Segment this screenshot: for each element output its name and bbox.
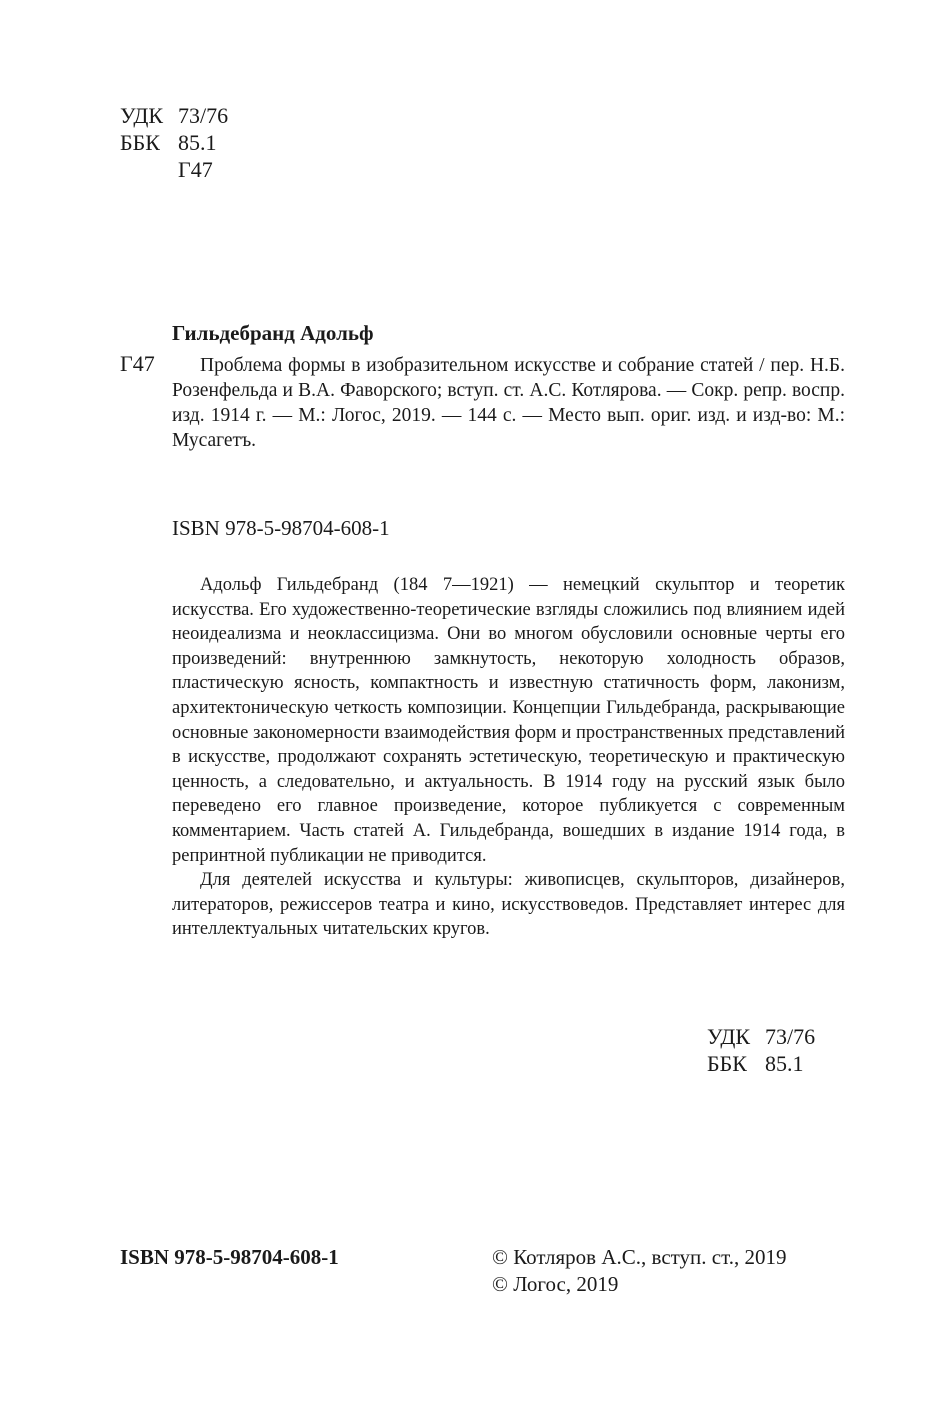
copyright-publisher: © Логос, 2019: [492, 1272, 619, 1296]
top-udk: [120, 102, 228, 129]
bottom-codes: [707, 1023, 815, 1077]
entry-isbn: ISBN 978-5-98704-608-1: [172, 516, 390, 540]
top-bbk: [120, 129, 228, 156]
bottom-bbk: [707, 1050, 815, 1077]
bottom-bbk-label: ББК: [707, 1051, 747, 1076]
footer-isbn: ISBN 978-5-98704-608-1: [120, 1245, 339, 1269]
copyright-author: © Котляров А.С., вступ. ст., 2019: [492, 1245, 787, 1269]
annotation-paragraph-1: Адольф Гильдебранд (184 7—1921) — немецкий скульптор и теоретик искусства. Его художественно-теоретические взгляды сложились под влиянием идей неоидеализма и неоклассицизма. Они во многом обусловили основные черты его произведений: внутреннюю замкнутость, некоторую холодность образов, пластическую ясность, компактность и известную статичность форм, лаконизм, архитектоническую четкость композиции. Концепции Гильдебранда, раскрывающие основные закономерности взаимодействия форм и пространственных представлений в искусстве, продолжают сохранять эстетическую, теоретическую и практическую ценность, а следовательно, и актуальность. В 1914 году на русский язык было переведено его главное произведение, которое публикуется с современным комментарием. Часть статей А. Гильдебранда, вошедших в издание 1914 года, в репринтной публикации не приводится.: [172, 575, 845, 866]
entry-mark: Г47: [120, 351, 155, 376]
top-udk-label: УДК: [120, 103, 164, 128]
entry-author: Гильдебранд Адольф: [172, 321, 374, 345]
top-udk-value: 73/76: [178, 103, 229, 128]
bottom-udk-value: 73/76: [765, 1024, 816, 1049]
top-bbk-label: ББК: [120, 130, 160, 155]
annotation: [172, 573, 845, 942]
top-codes: [120, 102, 228, 183]
bottom-udk-label: УДК: [707, 1024, 751, 1049]
copyrights: [492, 1244, 786, 1298]
top-author-mark: Г47: [178, 157, 213, 182]
top-bbk-value: 85.1: [178, 130, 217, 155]
top-author-mark-line: [120, 156, 228, 183]
annotation-paragraph-2: Для деятелей искусства и культуры: живописцев, скульпторов, дизайнеров, литераторов, режиссеров театра и кино, искусствоведов. Представляет интерес для интеллектуальных читательских кругов.: [172, 870, 845, 940]
bottom-udk: [707, 1023, 815, 1050]
entry-description: Проблема формы в изобразительном искусстве и собрание статей / пер. Н.Б. Розенфельда и В.А. Фаворского; вступ. ст. А.С. Котлярова. — Сокр. репр. воспр. изд. 1914 г. — М.: Логос, 2019. — 144 с. — Место вып. ориг. изд. и изд-во: М.: Мусагетъ.: [172, 355, 845, 451]
bottom-bbk-value: 85.1: [765, 1051, 804, 1076]
